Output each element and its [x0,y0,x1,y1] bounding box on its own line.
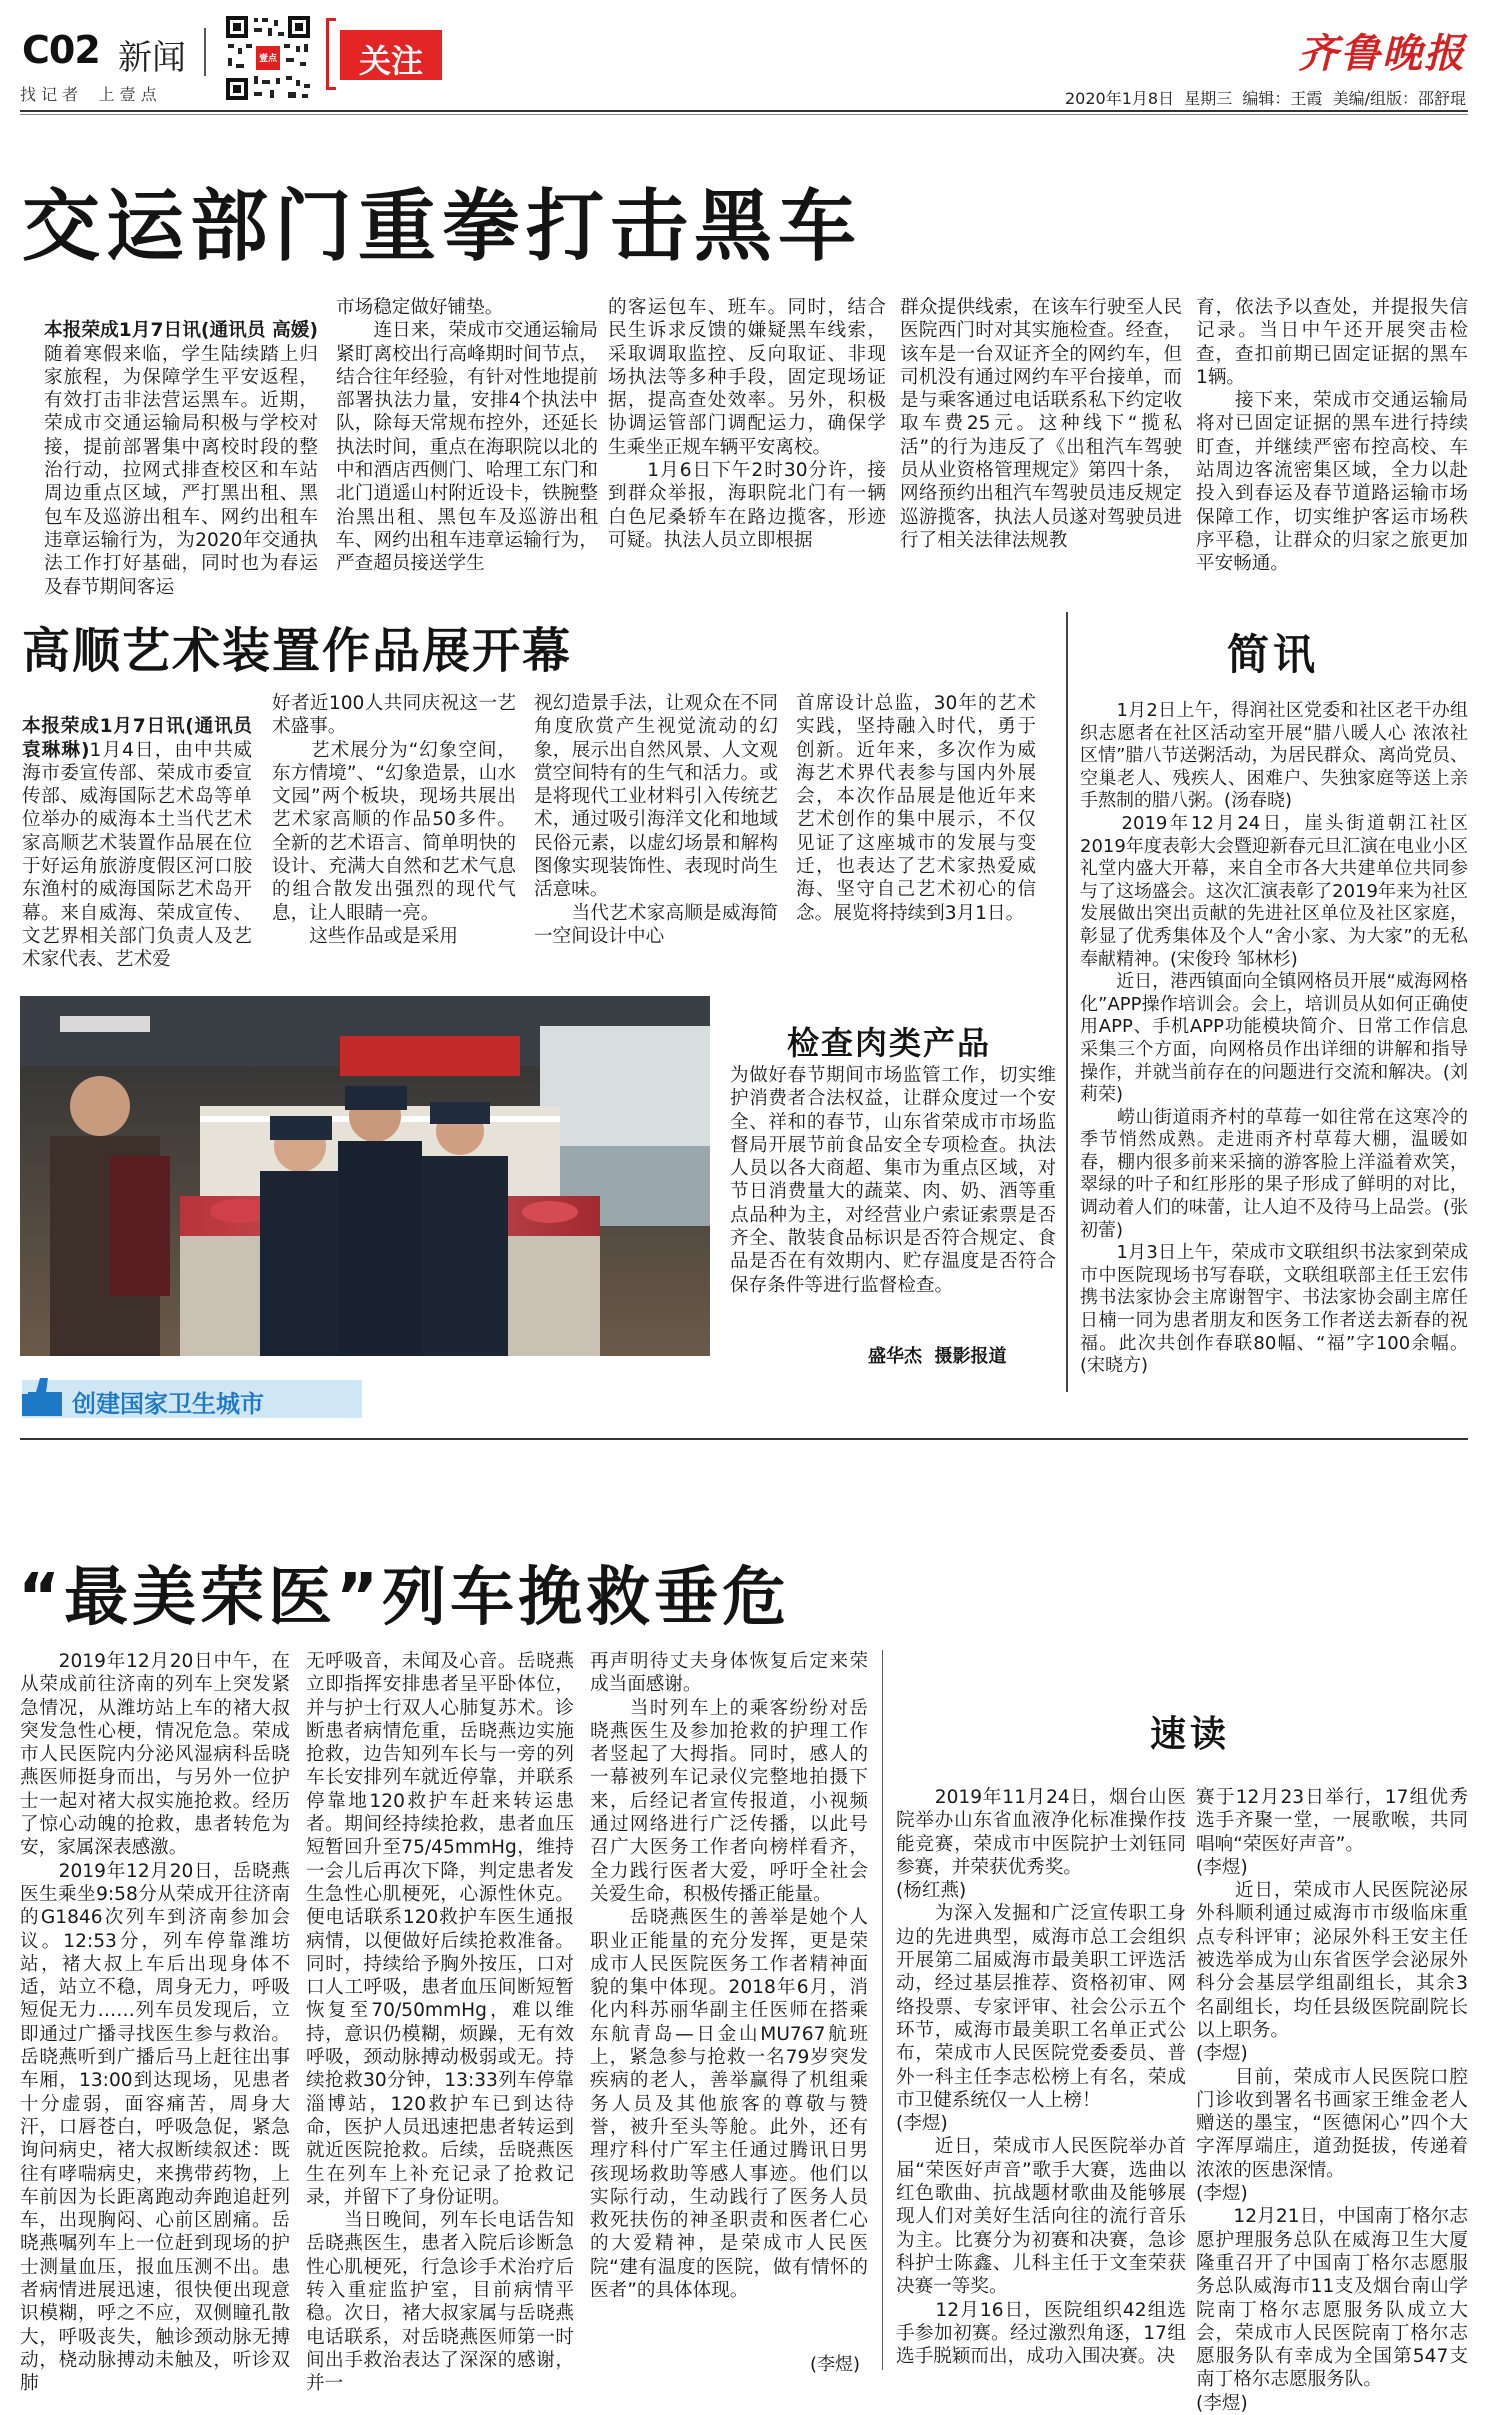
quickread-col2: 赛于12月23日举行，17组优秀选手齐聚一堂，一展歌喉，共同唱响“荣医好声音”。 (李煜) 近日，荣成市人民医院泌尿外科顺利通过威海市市级临床重点专科评审；泌尿外科王安主任被选举成为山东省医学会泌尿外科分会基层学组副组长，其余3名副组长，均任县级医院副院长以上职务。 (李煜) 目前，荣成市人民医院口腔门诊收到署名书画家王维金老人赠送的墨宝，“医德闲心”四个大字浑厚端庄，道劲挺拔，传递着浓浓的医患深情。 (李煜) 12月21日，中国南丁格尔志愿护理服务总队在威海卫生大厦隆重召开了中国南丁格尔志愿服务总队威海市11支及烟台南山学院南丁格尔志愿服务队成立大会，荣成市人民医院南丁格尔志愿服务队有幸成为全国第547支南丁格尔志愿服务队。 (李煜) [1196,1787,1468,2414]
article3-byline: (李煜) [810,2354,861,2375]
article2-col2: 好者近100人共同庆祝这一艺术盛事。 艺术展分为“幻象空间，东方情境”、“幻象造景，山水文园”两个板块，现场共展出艺术家高顺的作品50多件。全新的艺术语言、简单明快的设计、充满大自然和艺术气息的组合散发出强烈的现代气息，让人眼睛一亮。 这些作品或是采用 [272,693,516,947]
article1-title: 交运部门重拳打击黑车 [22,182,863,272]
quickread-divider [882,1650,883,2370]
slogan: 找 记 者 上 壹 点 [20,85,157,104]
qr-center-label: 壹点 [258,54,277,64]
qr-code[interactable] [224,14,312,102]
article1-col1 [44,296,318,598]
article1-col4: 群众提供线索，在该车行驶至人民医院西门时对其实施检查。经查，该车是一台双证齐全的网约车，但司机没有通过网约车平台接单，而是与乘客通过电话联系私下约定收取车费25元。这种线下“揽私活”的行为违反了《出租汽车驾驶员从业资格管理规定》第四十条，网络预约出租汽车驾驶员违反规定巡游揽客，执法人员遂对驾驶员进行了相关法律法规教 [900,297,1182,551]
article1-col1-text: 随着寒假来临，学生陆续踏上归家旅程，为保障学生平安返程，有效打击非法营运黑车。近期，荣成市交通运输局积极与学校对接，提前部署集中离校时段的整治行动，拉网式排查校区和车站周边重点区域，严打黑出租、黑包车及巡游出租车、网约出租车违章运输行为，为2020年交通执法工作打好基础，同时也为春运及春节期间客运 [44,343,318,598]
page-number: C02 [22,28,100,72]
health-city-banner [22,1370,362,1426]
section-tag-label: 关注 [358,42,423,80]
article1-col5: 育，依法予以查处，并提报失信记录。当日中午还开展突击检查，查扣前期已固定证据的黑车1辆。 接下来，荣成市交通运输局将对已固定证据的黑车进行持续盯查，并继续严密布控高校、车站周边客流密集区域，全力以赴投入到春运及春节道路运输市场保障工作，切实维护客运市场秩序平稳，让群众的归家之旅更加平安畅通。 [1196,297,1468,575]
masthead-rule-thin [20,114,1468,115]
date-line: 2020年1月8日 星期三 编辑：王霞 美编/组版：邵舒琨 [1065,89,1466,108]
photo-story-title: 检查肉类产品 [786,1024,991,1062]
quickread-title: 速读 [1149,1714,1230,1755]
article2-col1-text: 1月4日，由中共威海市委宣传部、荣成市委宣传部、威海国际艺术岛等单位举办的威海本土当代艺术家高顺艺术装置作品展在位于好运角旅游度假区河口胶东渔村的威海国际艺术岛开幕。来自威海、荣成宣传、文艺界相关部门负责人及艺术家代表、艺术爱 [22,739,252,971]
article1-lead: 本报荣成1月7日讯(通讯员 高媛) [44,320,318,342]
paper-name: 齐鲁晚报 [1298,30,1466,77]
article3-title: “最美荣医”列车挽救垂危 [18,1561,791,1635]
article1-col2: 市场稳定做好铺垫。 连日来，荣成市交通运输局紧盯离校出行高峰期时间节点，结合往年经验，有针对性地提前部署执法力量，安排4个执法中队，除每天常规布控外，还延长执法时间，重点在海职院以北的中和酒店西侧门、哈理工东门和北门逍遥山村附近设卡，铁腕整治黑出租、黑包车及巡游出租车、网约出租车违章运输行为，严查超员接送学生 [336,297,598,575]
briefs-divider [1066,612,1068,1392]
tag-bracket [326,18,336,90]
section-tag [340,30,442,80]
photo-story-body: 为做好春节期间市场监管工作，切实维护消费者合法权益，让群众度过一个安全、祥和的春节，山东省荣成市市场监督局开展节前食品安全专项检查。执法人员以各大商超、集市为重点区域，对节日消费量大的蔬菜、肉、奶、酒等重点品种为主，对经营业户索证索票是否齐全、散装食品标识是否符合规定、食品是否在有效期内、贮存温度是否符合保存条件等进行监督检查。 [730,1065,1056,1296]
section-name: 新闻 [118,38,186,78]
quickread-col1: 2019年11月24日，烟台山医院举办山东省血液净化标准操作技能竞赛，荣成市中医院护士刘钰同参赛，并荣获优秀奖。 (杨红燕) 为深入发掘和广泛宣传职工身边的先进典型，威海市总工会组织开展第二届威海市最美职工评选活动，经过基层推荐、资格初审、网络投票、专家评审、社会公示五个环节，威海市最美职工名单正式公布，荣成市人民医院党委委员、普外一科主任李志松榜上有名，荣成市卫健系统仅一人上榜！ (李煜) 近日，荣成市人民医院举办首届“荣医好声音”歌手大赛，选曲以红色歌曲、抗战题材歌曲及能够展现人们对美好生活向往的流行音乐为主。比赛分为初赛和决赛，急诊科护士陈鑫、儿科主任于文奎荣获决赛一等奖。 12月16日，医院组织42组选手参加初赛。经过激烈角逐，17组选手脱颖而出，成功入围决赛。决 [896,1787,1186,2368]
article2-title: 高顺艺术装置作品展开幕 [22,623,573,679]
briefs-body: 1月2日上午，得润社区党委和社区老干办组织志愿者在社区活动室开展“腊八暖人心 浓浓社区情”腊八节送粥活动，为居民群众、离尚党员、空巢老人、残疾人、困难户、失独家庭等送上亲手熬制的腊八粥。(汤春晓) 2019年12月24日，崖头街道朝江社区2019年度表彰大会暨迎新春元旦汇演在电业小区礼堂内盛大开幕，来自全市各大共建单位共同参与了这场盛会。这次汇演表彰了2019年来为社区发展做出突出贡献的先进社区单位及社区家庭，彰显了优秀集体及个人“舍小家、为大家”的无私奉献精神。(宋俊玲 邹林杉) 近日，港西镇面向全镇网格员开展“威海网格化”APP操作培训会。会上，培训员从如何正确使用APP、手机APP功能模块简介、日常工作信息采集三个方面，向网格员作出详细的讲解和指导操作，并就当前存在的问题进行交流和解决。(刘莉荣) 崂山街道雨齐村的草莓一如往常在这寒冷的季节悄然成熟。走进雨齐村草莓大棚，温暖如春，棚内很多前来采摘的游客脸上洋溢着欢笑，翠绿的叶子和红彤彤的果子形成了鲜明的对比，调动着人们的味蕾，让人迫不及待马上品尝。(张初蕾) 1月3日上午，荣成市文联组织书法家到荣成市中医院现场书写春联，文联组联部主任王宏伟携书法家协会主席谢智宇、书法家协会副主席任日楠一同为患者朋友和医务工作者送去新春的祝福。此次共创作春联80幅、“福”字100余幅。(宋晓方) [1080,700,1468,1377]
article2-lead: 本报荣成1月7日讯(通讯员 袁琳琳) [22,716,252,761]
article2-col3: 视幻造景手法，让观众在不同角度欣赏产生视觉流动的幻象，展示出自然风景、人文观赏空间特有的生气和活力。或是将现代工业材料引入传统艺术，通过吸引海洋文化和地域民俗元素，以虚幻场景和解构图像实现装饰性、表现时尚生活意味。 当代艺术家高顺是威海简一空间设计中心 [534,693,778,947]
health-city-banner-label: 创建国家卫生城市 [72,1390,264,1418]
masthead-rule [20,110,1468,112]
meat-inspection-photo [20,996,710,1356]
article2-col4: 首席设计总监，30年的艺术实践，坚持融入时代，勇于创新。近年来，多次作为威海艺术界代表参与国内外展会，本次作品展是他近年来艺术创作的集中展示，不仅见证了这座城市的发展与变迁，也表达了艺术家热爱威海、坚守自己艺术初心的信念。展览将持续到3月1日。 [796,693,1036,924]
masthead-divider [204,28,206,76]
article1-col3: 的客运包车、班车。同时，结合民生诉求反馈的嫌疑黑车线索，采取调取监控、反向取证、非现场执法等多种手段，固定现场证据，提高查处效率。另外，积极协调运管部门调配运力，确保学生乘坐正规车辆平安离校。 1月6日下午2时30分许，接到群众举报，海职院北门有一辆白色尼桑轿车在路边揽客，形迹可疑。执法人员立即根据 [608,297,886,551]
photo-story-credit: 盛华杰 摄影报道 [868,1346,1007,1367]
article3-col1: 2019年12月20日中午，在从荣成前往济南的列车上突发紧急情况，从潍坊站上车的褚大叔突发急性心梗，情况危急。荣成市人民医院内分泌风湿病科岳晓燕医师挺身而出，与另外一位护士一起对褚大叔实施抢救。经历了惊心动魄的抢救，患者转危为安，家属深表感激。 2019年12月20日，岳晓燕医生乘坐9:58分从荣成开往济南的G1846次列车到济南参加会议。12:53分，列车停靠潍坊站，褚大叔上车后出现身体不适，站立不稳，周身无力，呼吸短促无力……列车员发现后，立即通过广播寻找医生参与救治。岳晓燕听到广播后马上赶往出事车厢，13:00到达现场，见患者十分虚弱，面容痛苦，周身大汗，口唇苍白，呼吸急促，紧急询问病史，褚大叔断续叙述：既往有哮喘病史，来携带药物，上车前因为长距离跑动奔跑追赶列车，出现胸闷、心前区剧痛。岳晓燕嘱列车上一位赶到现场的护士测量血压，报血压测不出。患者病情进展迅速，很快便出现意识模糊，呼之不应，双侧瞳孔散大，呼吸丧失，触诊颈动脉无搏动，桡动脉搏动未触及，听诊双肺 [20,1651,290,2395]
article3-col2: 无呼吸音，未闻及心音。岳晓燕立即指挥安排患者呈平卧体位，并与护士行双人心肺复苏术。诊断患者病情危重，岳晓燕边实施抢救，边告知列车长与一旁的列车长安排列车就近停靠，并联系停靠地120救护车赶来转运患者。期间经持续抢救，患者血压短暂回升至75/45mmHg，维持一会儿后再次下降，判定患者发生急性心肌梗死，心源性休克。便电话联系120救护车医生通报病情，以便做好后续抢救准备。同时，持续给予胸外按压，口对口人工呼吸，患者血压间断短暂恢复至70/50mmHg，难以维持，意识仍模糊，烦躁，无有效呼吸，颈动脉搏动极弱或无。持续抢救30分钟，13:33列车停靠淄博站，120救护车已到达待命，医护人员迅速把患者转运到就近医院抢救。后续，岳晓燕医生在列车上补充记录了抢救记录，并留下了身份证明。 当日晚间，列车长电话告知岳晓燕医生，患者入院后诊断急性心肌梗死，行急诊手术治疗后转入重症监护室，目前病情平稳。次日，褚大叔家属与岳晓燕电话联系，对岳晓燕医师第一时间出手救治表达了深深的感谢，并一 [306,1651,574,2395]
section-rule [20,1438,1468,1440]
briefs-title: 简讯 [1226,630,1319,679]
article3-col3: 再声明待丈夫身体恢复后定来荣成当面感谢。 当时列车上的乘客纷纷对岳晓燕医生及参加抢救的护理工作者竖起了大拇指。同时，感人的一幕被列车记录仪完整地拍摄下来，后经记者宣传报道，小视频通过网络进行广泛传播，以此号召广大医务工作者向榜样看齐，全力践行医者大爱，呼吁全社会关爱生命，积极传播正能量。 岳晓燕医生的善举是她个人职业正能量的充分发挥，更是荣成市人民医院医务工作者精神面貌的集中体现。2018年6月，消化内科苏丽华副主任医师在搭乘东航青岛—日金山MU767航班上，紧急参与抢救一名79岁突发疾病的老人，善举赢得了机组乘务人员及其他旅客的尊敬与赞誉，被升至头等舱。此外，还有理疗科付广军主任通过腾讯日男孩现场救助等感人事迹。他们以实际行动，生动践行了医务人员救死扶伤的神圣职责和医者仁心的大爱精神，是荣成市人民医院“建有温度的医院，做有情怀的医者”的具体体现。 [590,1651,868,2302]
article2-col1 [22,692,252,988]
